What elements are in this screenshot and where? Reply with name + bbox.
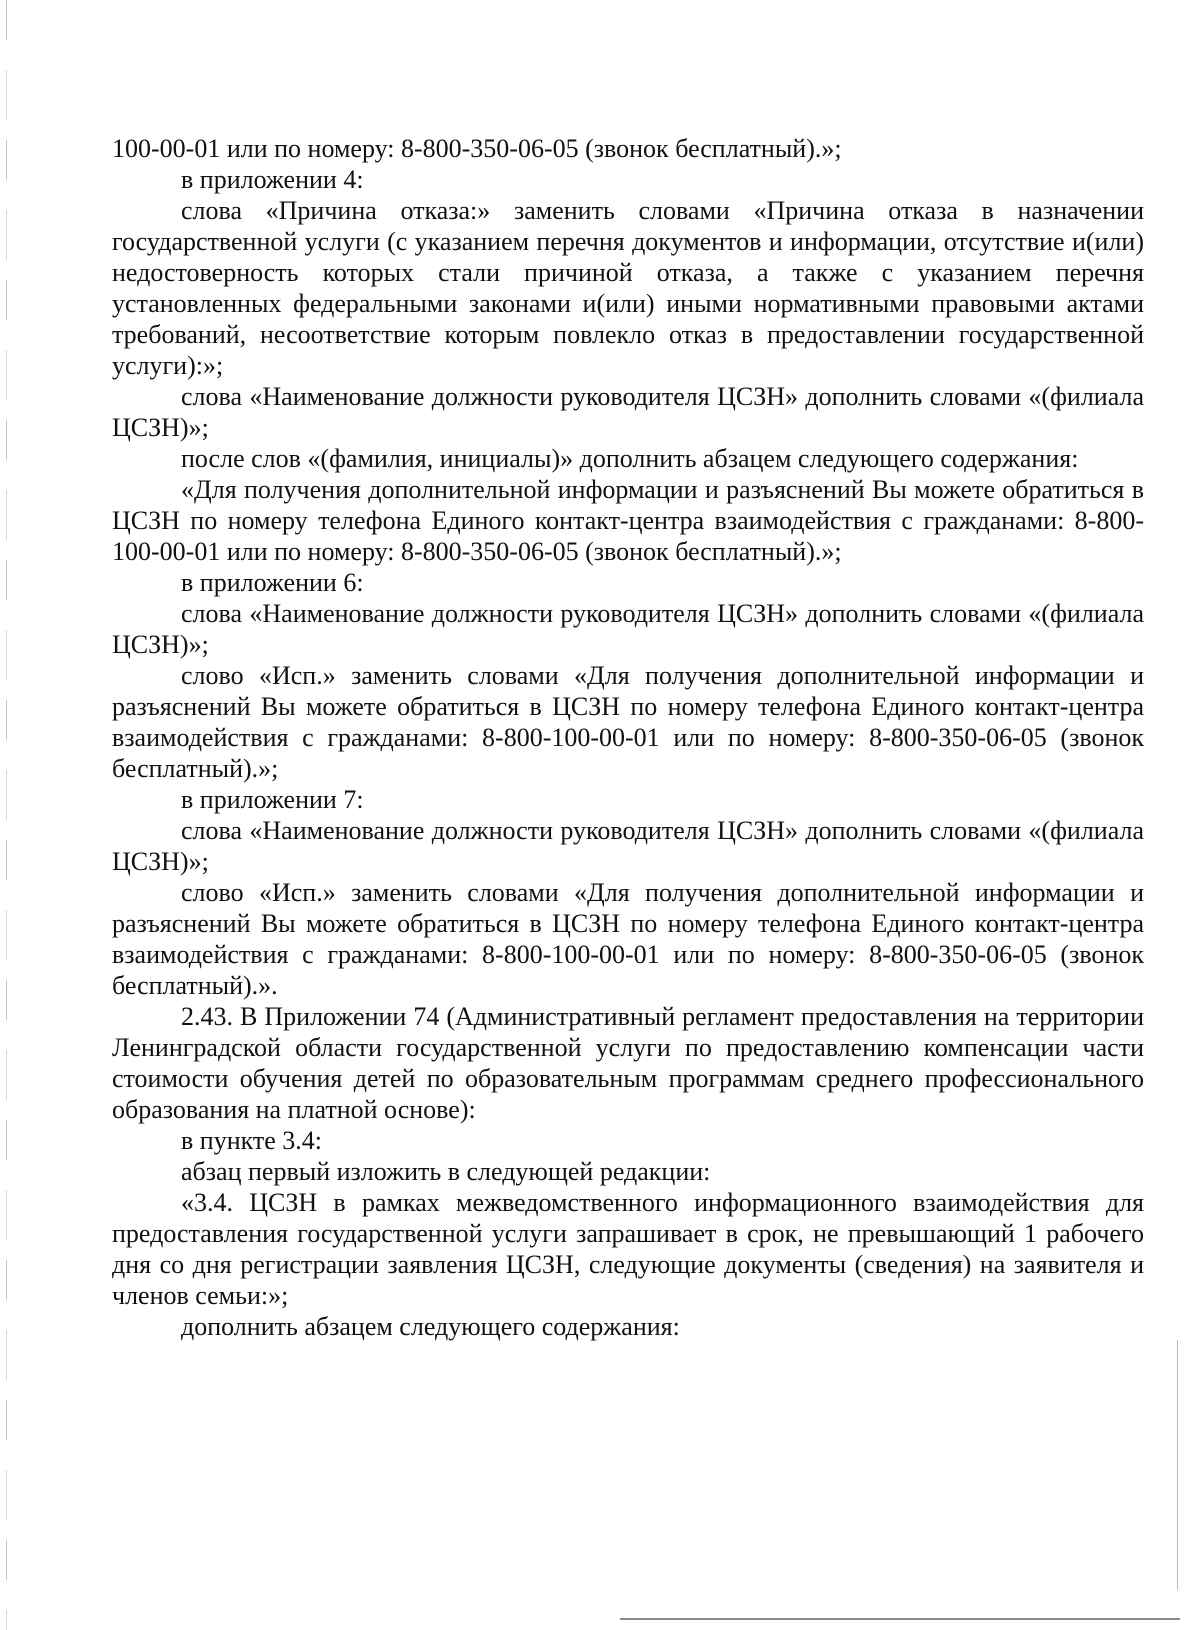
paragraph: «Для получения дополнительной информации и разъяснений Вы можете обратиться в ЦСЗН по номеру телефона Единого контакт-центра взаимодействия с гражданами: 8-800-100-00-01 или по номеру: 8-800-350-06-05 (звонок бесплатный).»; <box>112 475 1144 566</box>
scan-edge-bottom <box>620 1618 1180 1620</box>
paragraph-continuation: 100-00-01 или по номеру: 8-800-350-06-05 (звонок бесплатный).»; <box>112 134 842 163</box>
paragraph: в приложении 7: <box>181 785 364 814</box>
paragraph: 2.43. В Приложении 74 (Административный регламент предоставления на территории Ленинградской области государственной услуги по предоставлению компенсации части стоимости обучения детей по образовательным программам среднего профессионального образования на платной основе): <box>112 1002 1144 1124</box>
paragraph: после слов «(фамилия, инициалы)» дополнить абзацем следующего содержания: <box>181 444 1079 473</box>
document-body <box>112 133 1144 1342</box>
paragraph: слово «Исп.» заменить словами «Для получения дополнительной информации и разъяснений Вы можете обратиться в ЦСЗН по номеру телефона Единого контакт-центра взаимодействия с гражданами: 8-800-100-00-01 или по номеру: 8-800-350-06-05 (звонок бесплатный).»; <box>112 661 1144 783</box>
paragraph: слова «Наименование должности руководителя ЦСЗН» дополнить словами «(филиала ЦСЗН)»; <box>112 816 1144 876</box>
paragraph: в пункте 3.4: <box>181 1126 323 1155</box>
paragraph: слова «Наименование должности руководителя ЦСЗН» дополнить словами «(филиала ЦСЗН)»; <box>112 382 1144 442</box>
scan-edge-right <box>1177 1340 1178 1590</box>
paragraph: слова «Причина отказа:» заменить словами «Причина отказа в назначении государственной услуги (с указанием перечня документов и информации, отсутствие и(или) недостоверность которых стали причиной отказа, а также с указанием перечня установленных федеральными законами и(или) иными нормативными правовыми актами требований, несоответствие которым повлекло отказ в предоставлении государственной услуги):»; <box>112 196 1144 380</box>
scan-edge-left <box>6 0 7 1630</box>
paragraph: в приложении 4: <box>181 165 364 194</box>
paragraph: в приложении 6: <box>181 568 364 597</box>
paragraph: слово «Исп.» заменить словами «Для получения дополнительной информации и разъяснений Вы можете обратиться в ЦСЗН по номеру телефона Единого контакт-центра взаимодействия с гражданами: 8-800-100-00-01 или по номеру: 8-800-350-06-05 (звонок бесплатный).». <box>112 878 1144 1000</box>
paragraph: «3.4. ЦСЗН в рамках межведомственного информационного взаимодействия для предоставления государственной услуги запрашивает в срок, не превышающий 1 рабочего дня со дня регистрации заявления ЦСЗН, следующие документы (сведения) на заявителя и членов семьи:»; <box>112 1188 1144 1310</box>
paragraph: дополнить абзацем следующего содержания: <box>181 1312 680 1341</box>
paragraph: абзац первый изложить в следующей редакции: <box>181 1157 711 1186</box>
paragraph: слова «Наименование должности руководителя ЦСЗН» дополнить словами «(филиала ЦСЗН)»; <box>112 599 1144 659</box>
